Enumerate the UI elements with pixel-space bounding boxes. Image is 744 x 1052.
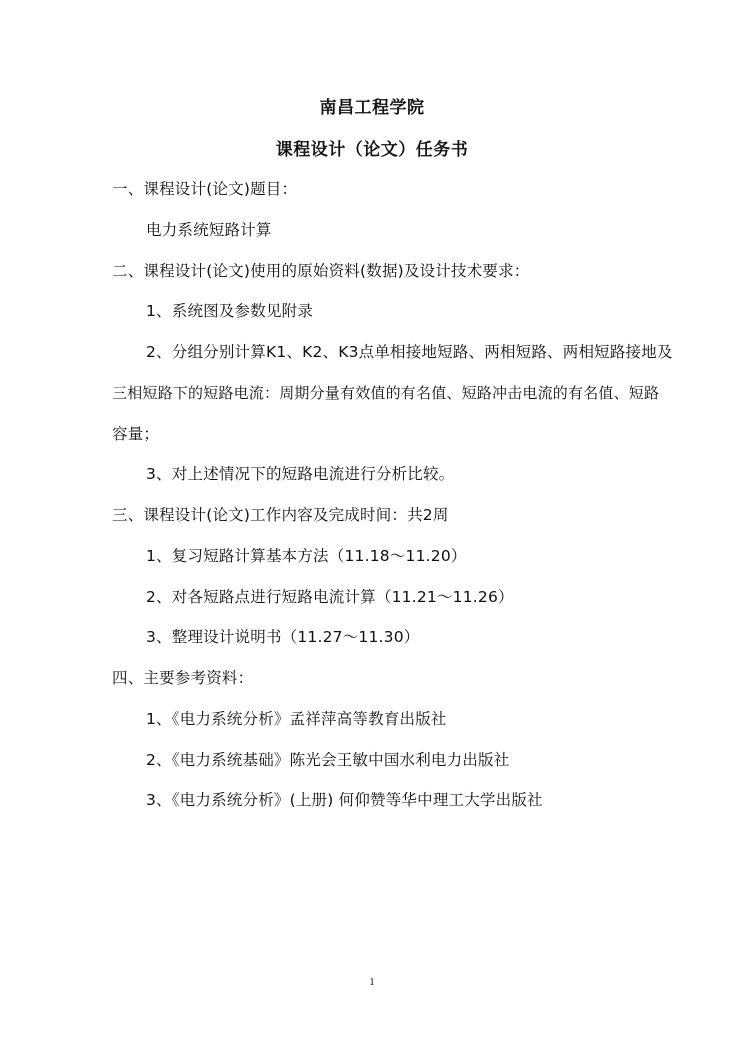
section-3-heading: 三、课程设计(论文)工作内容及完成时间：共2周 — [112, 506, 449, 524]
section-4-item-1: 1、《电力系统分析》孟祥萍高等教育出版社 — [146, 710, 447, 728]
section-3-item-1: 1、复习短路计算基本方法（11.18～11.20） — [146, 547, 467, 565]
section-2-heading: 二、课程设计(论文)使用的原始资料(数据)及设计技术要求： — [112, 262, 530, 280]
section-2-item-1: 1、系统图及参数见附录 — [146, 302, 314, 320]
page-number: 1 — [369, 976, 375, 988]
section-1-heading: 一、课程设计(论文)题目： — [112, 180, 298, 198]
section-2-item-2-line-3: 容量； — [112, 425, 160, 443]
section-2-item-3: 3、对上述情况下的短路电流进行分析比较。 — [146, 465, 455, 483]
section-4-item-3: 3、《电力系统分析》(上册) 何仰赞等华中理工大学出版社 — [146, 791, 543, 809]
section-4-item-2: 2、《电力系统基础》陈光会王敏中国水利电力出版社 — [146, 751, 510, 769]
section-3-item-3: 3、整理设计说明书（11.27～11.30） — [146, 628, 420, 646]
section-2-item-2-line-2: 三相短路下的短路电流：周期分量有效值的有名值、短路冲击电流的有名值、短路 — [112, 384, 660, 402]
section-1-topic: 电力系统短路计算 — [146, 221, 272, 239]
section-4-heading: 四、主要参考资料： — [112, 669, 254, 687]
section-2-item-2-line-1: 2、分组分别计算K1、K2、K3点单相接地短路、两相短路、两相短路接地及 — [146, 343, 673, 361]
school-name: 南昌工程学院 — [319, 98, 425, 118]
section-3-item-2: 2、对各短路点进行短路电流计算（11.21～11.26） — [146, 588, 514, 606]
document-title: 课程设计（论文）任务书 — [275, 140, 469, 160]
